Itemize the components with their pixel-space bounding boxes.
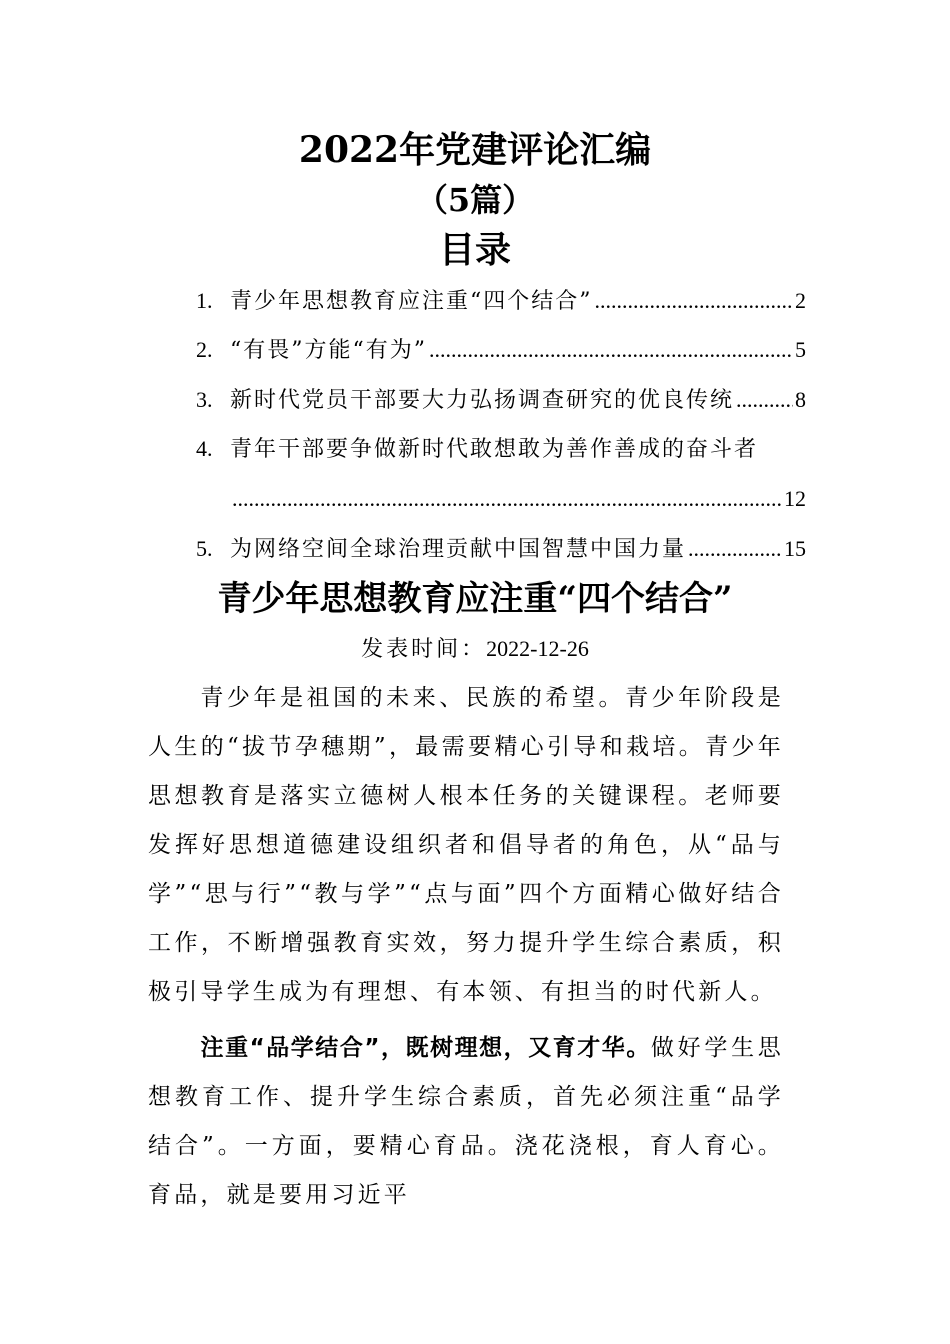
toc-item-number: 2. [196, 337, 213, 362]
toc-item-page: 2 [795, 288, 806, 313]
document-title: 2022年党建评论汇编 [298, 129, 652, 171]
toc-item-text: 青年干部要争做新时代敢想敢为善作善成的奋斗者 [230, 437, 759, 462]
toc-item-text: 新时代党员干部要大力弘扬调查研究的优良传统 [230, 388, 735, 413]
toc-item-continuation[interactable] [230, 482, 806, 516]
toc-item[interactable] [196, 284, 806, 318]
paragraph-lead: 注重“品学结合”，既树理想，又育才华。 [200, 1035, 651, 1061]
document-subtitle: （5篇） [415, 181, 535, 219]
toc-item-page: 5 [795, 337, 806, 362]
article-paragraph [148, 1024, 784, 1220]
toc-item[interactable] [196, 532, 806, 566]
toc-leader-dots [595, 284, 794, 318]
toc-leader-dots [736, 383, 793, 417]
toc-item-page: 12 [784, 486, 806, 511]
toc-leader-dots [232, 482, 782, 516]
paragraph-text: 青少年是祖国的未来、民族的希望。青少年阶段是人生的“拔节孕穗期”，最需要精心引导和栽培。青少年思想教育是落实立德树人根本任务的关键课程。老师要发挥好思想道德建设组织者和倡导者的角色，从“品与学”“思与行”“教与学”“点与面”四个方面精心做好结合工作，不断增强教育实效，努力提升学生综合素质，积极引导学生成为有理想、有本领、有担当的时代新人。 [148, 685, 784, 1005]
toc-item-page: 8 [795, 387, 806, 412]
article-title: 青少年思想教育应注重“四个结合” [217, 579, 733, 619]
toc-item-number: 5. [196, 536, 213, 561]
paragraph-text: 做好学生思想教育工作、提升学生综合素质，首先必须注重“品学结合”。一方面，要精心育品。浇花浇根，育人育心。育品，就是要用习近平 [148, 1035, 785, 1208]
toc-item-text: 为网络空间全球治理贡献中国智慧中国力量 [230, 537, 687, 562]
toc-leader-dots [688, 532, 782, 566]
toc-item-number: 1. [196, 288, 213, 313]
toc-item[interactable] [196, 333, 806, 367]
toc-heading: 目录 [438, 229, 511, 271]
date-value: 2022-12-26 [486, 636, 589, 661]
toc-item[interactable] [196, 432, 806, 466]
toc-item-text: “有畏”方能“有为” [230, 338, 427, 363]
date-label: 发表时间： [361, 637, 487, 662]
article-paragraph [148, 674, 784, 1017]
toc-item-page: 15 [784, 536, 806, 561]
article-date [0, 632, 950, 667]
toc-leader-dots [429, 333, 793, 367]
toc-item-number: 4. [196, 436, 213, 461]
toc-item-text: 青少年思想教育应注重“四个结合” [230, 289, 593, 314]
toc-item-number: 3. [196, 387, 213, 412]
toc-item[interactable] [196, 383, 806, 417]
